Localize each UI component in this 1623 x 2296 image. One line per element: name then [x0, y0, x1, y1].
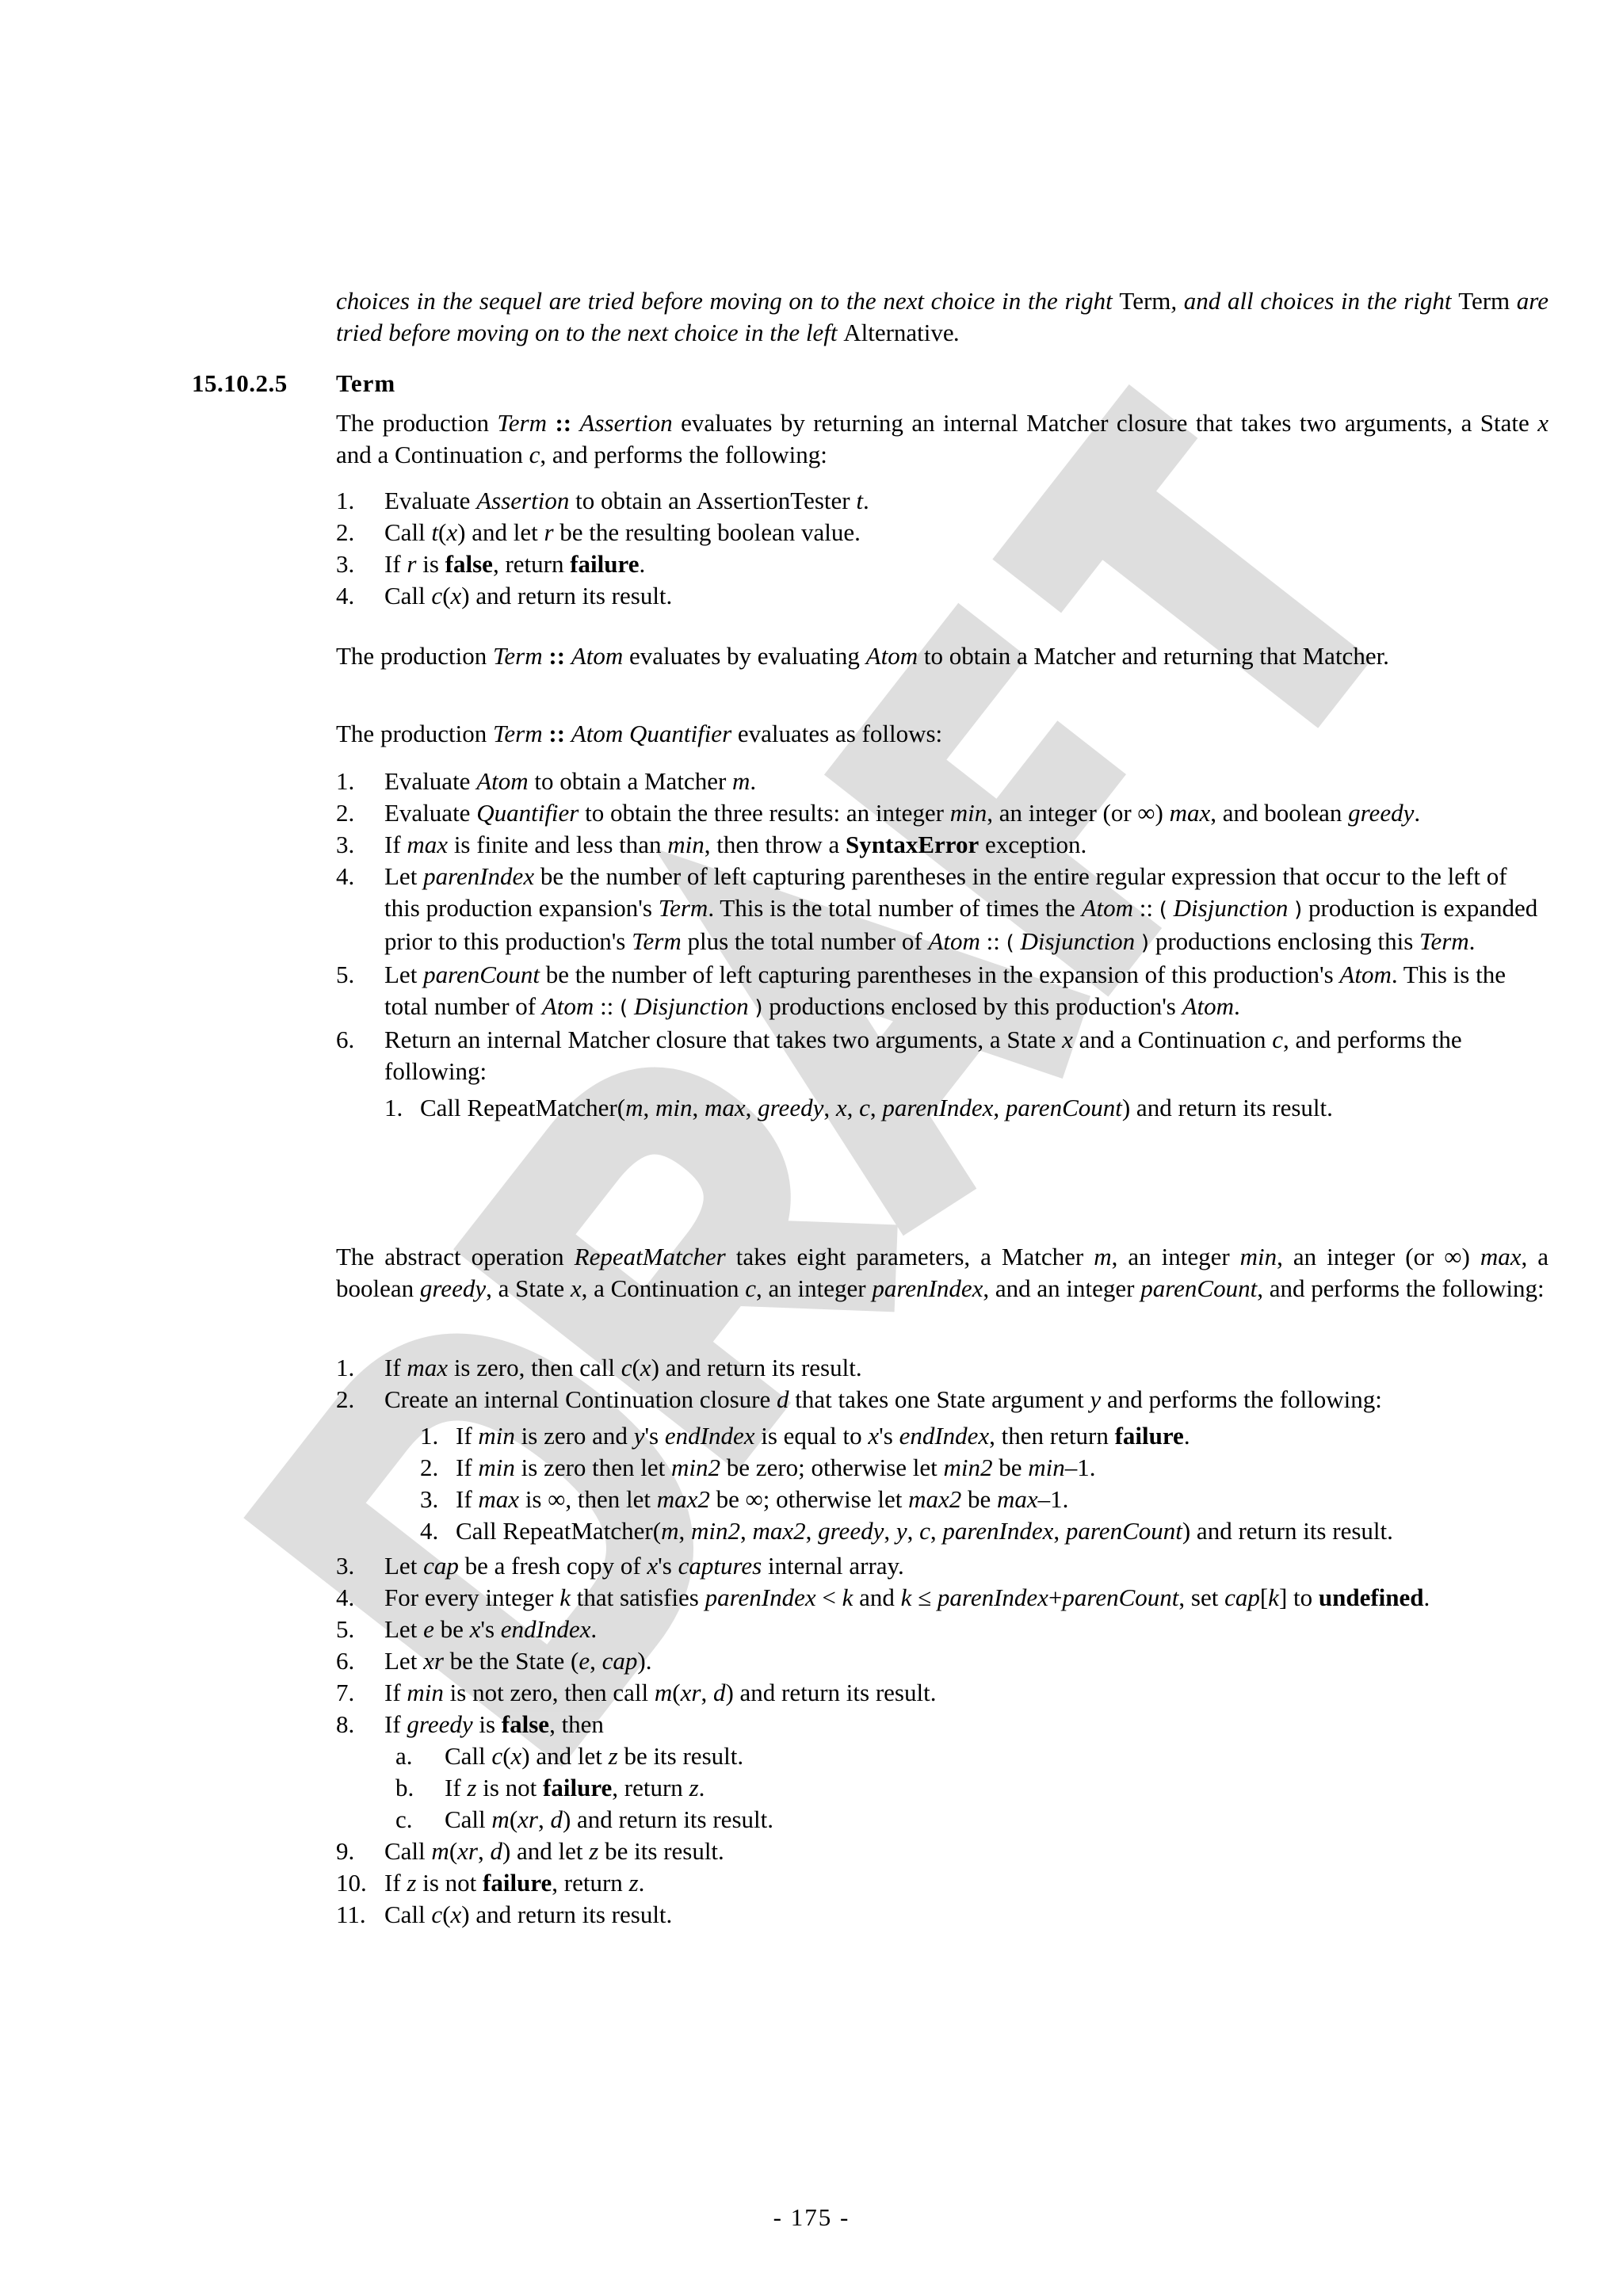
list-item: 8. If greedy is false, then a. Call c(x) and let z be its result. b. If z is not failure, return z. c. Call m(xr, d) and return its result. [336, 1709, 1549, 1836]
closure-steps-list [384, 1092, 1549, 1124]
list-item: 2. Create an internal Continuation closure d that takes one State argument y and performs the following: 1. If min is zero and y's endIndex is equal to x's endIndex, then return failure. 2. If min is zero then let min2 be zero; otherwise let min2 be min–1. 3. If max is ∞, then let max2 be ∞; otherwise let max2 be max–1. 4. Call RepeatMatcher(m, min2, max2, greedy, y, c, parenIndex, parenCount) and return its result. [336, 1384, 1549, 1547]
list-item: c. Call m(xr, d) and return its result. [395, 1805, 773, 1833]
section-title: Term [336, 369, 396, 397]
paragraph-term-atom-quantifier: The production Term :: Atom Quantifier evaluates as follows: [336, 720, 943, 747]
list-item: 4. Call c(x) and return its result. [336, 582, 673, 609]
continuation-steps-list [420, 1420, 1549, 1547]
list-item: 5. Let parenCount be the number of left capturing parentheses in the expansion of this production's Atom. This is the total number of Atom :: ( Disjunction ) productions enclosed by this production's Atom. [336, 961, 1506, 1020]
list-item: 2. If min is zero then let min2 be zero; otherwise let min2 be min–1. [420, 1454, 1096, 1481]
paragraph-repeatmatcher: The abstract operation RepeatMatcher takes eight parameters, a Matcher m, an integer min, an integer (or ∞) max, a boolean greedy, a State x, a Continuation c, an integer parenIndex, and an integer parenCount, and performs the following: [336, 1243, 1549, 1302]
list-item: 7. If min is not zero, then call m(xr, d) and return its result. [336, 1679, 937, 1706]
list-item: 3. If max is ∞, then let max2 be ∞; otherwise let max2 be max–1. [420, 1485, 1069, 1513]
list-item: 2. Call t(x) and let r be the resulting boolean value. [336, 518, 861, 546]
list-item: 4. Let parenIndex be the number of left capturing parentheses in the entire regular expression that occur to the left of this production expansion's Term. This is the total number of times the Atom :: ( Disjunction ) production is expanded prior to this production's Term plus the total number of Atom :: ( Disjunction ) productions enclosing this Term. [336, 862, 1538, 955]
list-item: 10. If z is not failure, return z. [336, 1869, 645, 1897]
list-item: a. Call c(x) and let z be its result. [395, 1742, 744, 1770]
atom-quantifier-steps-list [336, 766, 1549, 1124]
list-item: 6. Let xr be the State (e, cap). [336, 1647, 652, 1675]
repeatmatcher-steps-list [336, 1352, 1549, 1931]
list-item: 1. Call RepeatMatcher(m, min, max, greedy, x, c, parenIndex, parenCount) and return its result. [384, 1094, 1333, 1121]
list-item: b. If z is not failure, return z. [395, 1774, 705, 1801]
list-item: 1. Evaluate Assertion to obtain an AssertionTester t. [336, 487, 869, 514]
paragraph-term-atom: The production Term :: Atom evaluates by evaluating Atom to obtain a Matcher and returning that Matcher. [336, 642, 1389, 670]
non-greedy-steps-list [395, 1740, 1549, 1836]
list-item: 3. Let cap be a fresh copy of x's captures internal array. [336, 1552, 904, 1580]
list-item: 9. Call m(xr, d) and let z be its result. [336, 1837, 724, 1865]
list-item: 1. If max is zero, then call c(x) and return its result. [336, 1354, 862, 1381]
list-item: 2. Evaluate Quantifier to obtain the three results: an integer min, an integer (or ∞) max, and boolean greedy. [336, 799, 1421, 827]
list-item: 3. If max is finite and less than min, then throw a SyntaxError exception. [336, 831, 1087, 858]
page-number: - 175 - [773, 2203, 850, 2231]
list-item: 6. Return an internal Matcher closure that takes two arguments, a State x and a Continuation c, and performs the following: 1. Call RepeatMatcher(m, min, max, greedy, x, c, parenIndex, parenCount) and return its result. [336, 1024, 1549, 1124]
intro-paragraph: choices in the sequel are tried before moving on to the next choice in the right Term, and all choices in the right Term are tried before moving on to the next choice in the left Alternative. [336, 287, 1549, 346]
list-item: 3. If r is false, return failure. [336, 550, 646, 578]
list-item: 1. If min is zero and y's endIndex is equal to x's endIndex, then return failure. [420, 1422, 1190, 1450]
list-item: 4. For every integer k that satisfies parenIndex < k and k ≤ parenIndex+parenCount, set cap[k] to undefined. [336, 1584, 1430, 1611]
list-item: 11. Call c(x) and return its result. [336, 1901, 673, 1928]
list-item: 1. Evaluate Atom to obtain a Matcher m. [336, 767, 757, 795]
section-number: 15.10.2.5 [192, 369, 288, 397]
list-item: 5. Let e be x's endIndex. [336, 1615, 598, 1643]
list-item: 4. Call RepeatMatcher(m, min2, max2, greedy, y, c, parenIndex, parenCount) and return its result. [420, 1517, 1393, 1545]
assertion-steps-list [336, 485, 1549, 612]
paragraph-term-assertion: The production Term :: Assertion evaluates by returning an internal Matcher closure that takes two arguments, a State x and a Continuation c, and performs the following: [336, 409, 1549, 468]
